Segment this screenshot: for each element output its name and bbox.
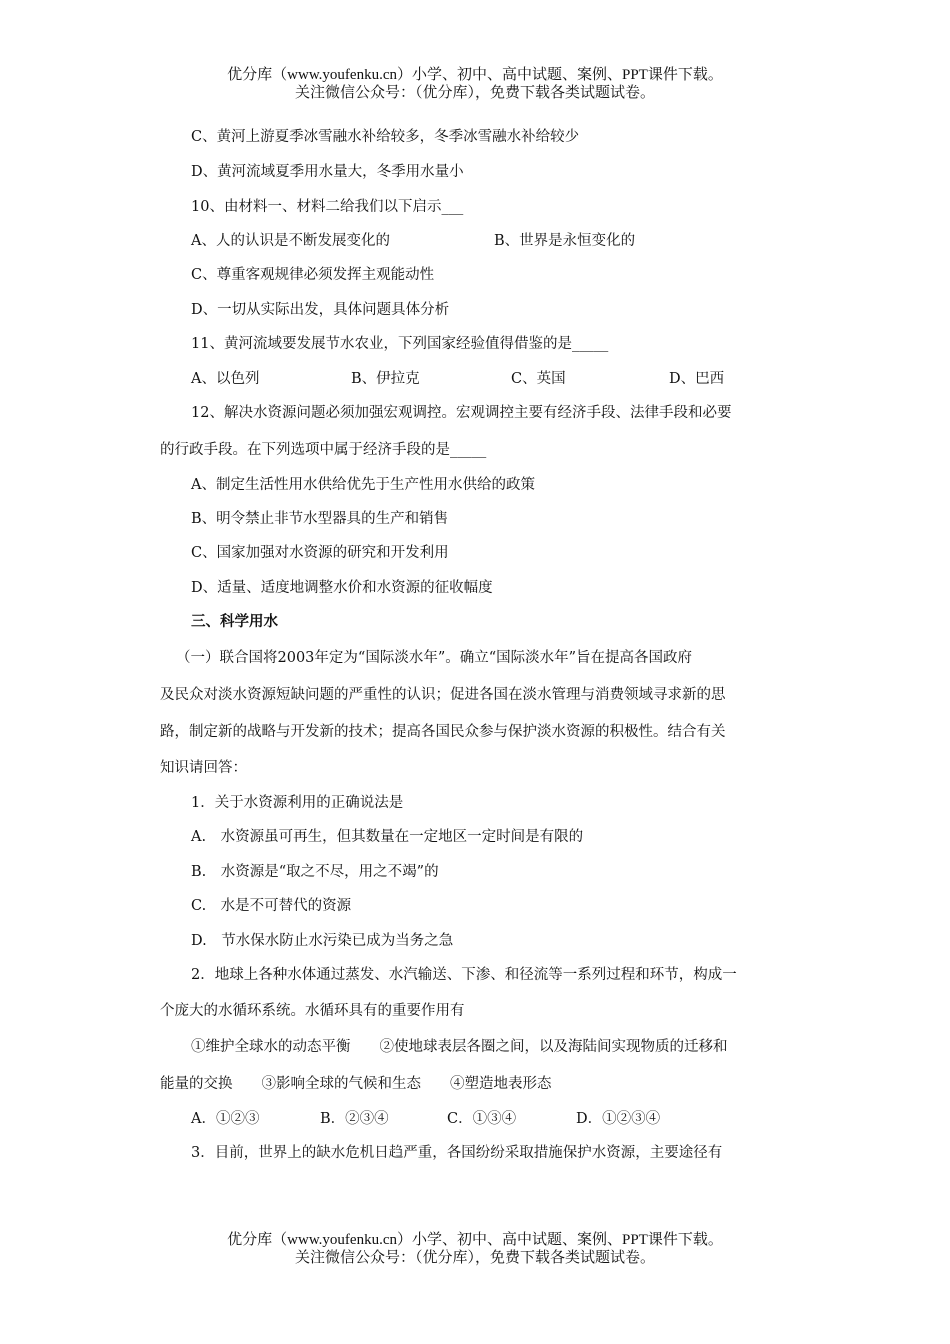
q10-option-c: C、尊重客观规律必须发挥主观能动性: [191, 267, 435, 283]
q11-option-a: A、以色列: [191, 371, 260, 387]
q10-option-a: A、人的认识是不断发展变化的: [191, 233, 390, 249]
q11-option-b: B、伊拉克: [351, 371, 420, 387]
question-10: 10、由材料一、材料二给我们以下启示___: [191, 199, 464, 215]
sub-question-1: 1．关于水资源利用的正确说法是: [191, 795, 404, 811]
q10-option-b: B、世界是永恒变化的: [494, 233, 636, 249]
paragraph-line-3: 路，制定新的战略与开发新的技术；提高各国民众参与保护淡水资源的积极性。结合有关: [160, 724, 726, 740]
page-footer: [0, 1231, 950, 1267]
s1-option-b: B. 水资源是“取之不尽，用之不竭”的: [191, 864, 439, 880]
sub-question-3: 3．目前，世界上的缺水危机日趋严重，各国纷纷采取措施保护水资源，主要途径有: [191, 1145, 723, 1161]
paragraph-line-4: 知识请回答：: [160, 760, 247, 776]
q11-option-d: D、巴西: [669, 371, 725, 387]
option-d-line: D、黄河流域夏季用水量大，冬季用水量小: [191, 164, 464, 180]
section-heading: 三、科学用水: [191, 613, 278, 630]
question-12-line-2: 的行政手段。在下列选项中属于经济手段的是_____: [160, 442, 487, 458]
s1-option-d: D. 节水保水防止水污染已成为当务之急: [191, 933, 454, 949]
s2-option-b: B．②③④: [320, 1111, 389, 1127]
q11-option-c: C、英国: [511, 371, 566, 387]
page-header: [0, 66, 950, 102]
option-c-line: C、黄河上游夏季冰雪融水补给较多，冬季冰雪融水补给较少: [191, 129, 580, 145]
q12-option-b: B、明令禁止非节水型器具的生产和销售: [191, 511, 449, 527]
q12-option-d: D、适量、适度地调整水价和水资源的征收幅度: [191, 580, 493, 596]
header-line-1: 优分库（www.youfenku.cn）小学、初中、高中试题、案例、PPT课件下载。: [227, 67, 723, 83]
footer-line-2: 关注微信公众号：（优分库），免费下载各类试题试卷。: [294, 1250, 655, 1266]
paragraph-line-2: 及民众对淡水资源短缺问题的严重性的认识；促进各国在淡水管理与消费领域寻求新的思: [160, 687, 726, 703]
question-12-line-1: 12、解决水资源问题必须加强宏观调控。宏观调控主要有经济手段、法律手段和必要: [191, 405, 732, 421]
paragraph-line-1: （一）联合国将2003年定为“国际淡水年”。确立“国际淡水年”旨在提高各国政府: [176, 650, 693, 666]
s2-option-a: A．①②③: [191, 1111, 260, 1127]
q10-option-d: D、一切从实际出发，具体问题具体分析: [191, 302, 450, 318]
s1-option-a: A. 水资源虽可再生，但其数量在一定地区一定时间是有限的: [191, 829, 584, 845]
s1-option-c: C. 水是不可替代的资源: [191, 898, 352, 914]
question-11: 11、黄河流域要发展节水农业，下列国家经验值得借鉴的是_____: [191, 336, 609, 352]
s2-option-c: C．①③④: [447, 1111, 517, 1127]
sub-question-2-line-1: 2．地球上各种水体通过蒸发、水汽输送、下渗、和径流等一系列过程和环节，构成一: [191, 967, 737, 983]
footer-line-1: 优分库（www.youfenku.cn）小学、初中、高中试题、案例、PPT课件下载。: [227, 1232, 723, 1248]
q12-option-a: A、制定生活性用水供给优先于生产性用水供给的政策: [191, 477, 535, 493]
header-line-2: 关注微信公众号：（优分库），免费下载各类试题试卷。: [294, 85, 655, 101]
q12-option-c: C、国家加强对水资源的研究和开发利用: [191, 545, 449, 561]
sub-question-2-line-3: ①维护全球水的动态平衡 ②使地球表层各圈之间，以及海陆间实现物质的迁移和: [191, 1039, 728, 1055]
s2-option-d: D．①②③④: [576, 1111, 661, 1127]
sub-question-2-line-2: 个庞大的水循环系统。水循环具有的重要作用有: [160, 1003, 465, 1019]
sub-question-2-line-4: 能量的交换 ③影响全球的气候和生态 ④塑造地表形态: [160, 1076, 552, 1092]
